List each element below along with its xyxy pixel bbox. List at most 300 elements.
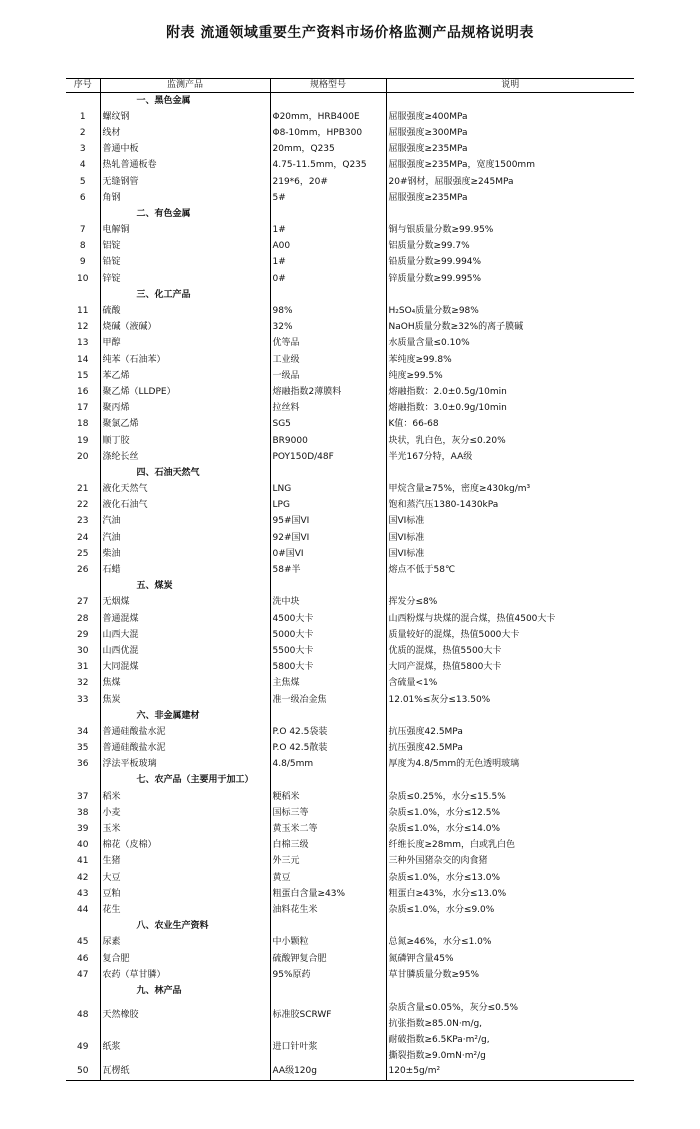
table-row	[66, 336, 634, 352]
table-row	[66, 125, 634, 141]
row-desc: 屈服强度≥300MPa	[386, 125, 634, 141]
row-product: 液化石油气	[100, 498, 270, 514]
row-desc: 12.01%≤灰分≤13.50%	[386, 692, 634, 708]
row-no: 43	[77, 888, 89, 899]
row-spec	[270, 93, 386, 110]
page-title: 附表 流通领域重要生产资料市场价格监测产品规格说明表	[166, 25, 534, 41]
row-desc: 熔点不低于58℃	[386, 562, 634, 578]
row-spec: P.O 42.5散装	[270, 741, 386, 757]
row-product: 线材	[100, 125, 270, 141]
row-no	[66, 708, 100, 724]
row-product: 复合肥	[100, 951, 270, 967]
table-row	[66, 805, 634, 821]
row-product: 小麦	[100, 805, 270, 821]
row-desc	[386, 206, 634, 222]
row-spec: 洗中块	[270, 595, 386, 611]
row-product: 锌锭	[100, 271, 270, 287]
row-product: 铝锭	[100, 239, 270, 255]
row-spec: LNG	[270, 482, 386, 498]
row-product: 豆粕	[100, 886, 270, 902]
row-spec: 中小颗粒	[270, 935, 386, 951]
table-row	[66, 482, 634, 498]
table-row	[66, 595, 634, 611]
row-no: 5	[79, 176, 86, 187]
row-no: 26	[77, 565, 89, 576]
table-row	[66, 368, 634, 384]
header-product: 监测产品	[100, 79, 270, 93]
row-no: 19	[77, 435, 89, 446]
table-row	[66, 643, 634, 659]
row-product: 尿素	[100, 935, 270, 951]
row-spec: P.O 42.5袋装	[270, 724, 386, 740]
row-desc: 含硫量<1%	[386, 676, 634, 692]
row-spec: 优等品	[270, 336, 386, 352]
row-no: 9	[79, 257, 86, 268]
table-row	[66, 303, 634, 319]
row-no: 16	[77, 386, 89, 397]
row-desc: 杂质≤1.0%，水分≤14.0%	[386, 821, 634, 837]
row-desc: 熔融指数：3.0±0.9g/10min	[386, 401, 634, 417]
row-product: 焦炭	[100, 692, 270, 708]
row-spec: 95#国VI	[270, 514, 386, 530]
row-desc: 国VI标准	[386, 514, 634, 530]
row-desc	[386, 93, 634, 110]
row-desc: 铜与银质量分数≥99.95%	[386, 223, 634, 239]
row-no	[66, 206, 100, 222]
table-row	[66, 546, 634, 562]
row-spec: 外三元	[270, 854, 386, 870]
row-desc	[386, 465, 634, 481]
table-row	[66, 611, 634, 627]
row-no: 45	[77, 937, 89, 948]
table-body	[66, 93, 634, 1081]
row-no: 27	[77, 597, 89, 608]
row-spec: AA级120g	[270, 1064, 386, 1081]
category-name: 二、有色金属	[100, 206, 270, 222]
row-no: 13	[77, 338, 89, 349]
category-name: 五、煤炭	[100, 579, 270, 595]
table-row	[66, 271, 634, 287]
table-row	[66, 838, 634, 854]
row-product: 稻米	[100, 789, 270, 805]
row-spec: 主焦煤	[270, 676, 386, 692]
row-spec: 0#	[270, 271, 386, 287]
category-name: 六、非金属建材	[100, 708, 270, 724]
row-desc: NaOH质量分数≥32%的离子膜碱	[386, 320, 634, 336]
row-desc: 国VI标准	[386, 546, 634, 562]
table-row	[66, 562, 634, 578]
row-no: 39	[77, 824, 89, 835]
row-no	[66, 287, 100, 303]
row-desc: 纤维长度≥28mm，白或乳白色	[386, 838, 634, 854]
row-spec: Φ8-10mm，HPB300	[270, 125, 386, 141]
row-product: 顺丁胶	[100, 433, 270, 449]
row-product: 涤纶长丝	[100, 449, 270, 465]
table-row	[66, 741, 634, 757]
row-product: 天然橡胶	[100, 1000, 270, 1032]
row-desc	[386, 919, 634, 935]
row-desc	[386, 773, 634, 789]
row-spec	[270, 708, 386, 724]
row-spec: 拉丝料	[270, 401, 386, 417]
row-desc: 苯纯度≥99.8%	[386, 352, 634, 368]
category-row	[66, 708, 634, 724]
row-no: 23	[77, 516, 89, 527]
row-spec: 4.8/5mm	[270, 757, 386, 773]
table-row	[66, 384, 634, 400]
row-desc: 抗压强度42.5MPa	[386, 741, 634, 757]
table-row	[66, 530, 634, 546]
table-row	[66, 902, 634, 918]
row-desc	[386, 1032, 634, 1064]
row-no: 17	[77, 403, 89, 414]
row-spec: A00	[270, 239, 386, 255]
table-row	[66, 821, 634, 837]
row-desc: 屈服强度≥235MPa	[386, 190, 634, 206]
row-product: 液化天然气	[100, 482, 270, 498]
table-row	[66, 676, 634, 692]
table-row	[66, 255, 634, 271]
row-desc: 杂质≤1.0%，水分≤12.5%	[386, 805, 634, 821]
row-spec: BR9000	[270, 433, 386, 449]
row-spec: 粗蛋白含量≥43%	[270, 886, 386, 902]
category-row	[66, 983, 634, 999]
row-no	[66, 465, 100, 481]
row-no: 49	[77, 1042, 89, 1052]
row-no: 4	[79, 160, 86, 171]
row-desc: K值：66-68	[386, 417, 634, 433]
category-row	[66, 919, 634, 935]
row-spec	[270, 983, 386, 999]
row-product: 大同混煤	[100, 660, 270, 676]
row-desc: 块状，乳白色，灰分≤0.20%	[386, 433, 634, 449]
row-spec: 98%	[270, 303, 386, 319]
row-spec	[270, 919, 386, 935]
row-spec: 标准胶SCRWF	[270, 1000, 386, 1032]
table-row	[66, 854, 634, 870]
row-spec: POY150D/48F	[270, 449, 386, 465]
row-spec: 92#国VI	[270, 530, 386, 546]
row-spec: 黄豆	[270, 870, 386, 886]
row-desc: 铝质量分数≥99.7%	[386, 239, 634, 255]
row-product: 浮法平板玻璃	[100, 757, 270, 773]
table-row	[66, 401, 634, 417]
row-desc: 杂质≤0.25%，水分≤15.5%	[386, 789, 634, 805]
table-row	[66, 789, 634, 805]
row-desc: 杂质≤1.0%，水分≤13.0%	[386, 870, 634, 886]
table-row	[66, 870, 634, 886]
row-product: 石蜡	[100, 562, 270, 578]
row-no: 30	[77, 645, 89, 656]
row-product: 瓦楞纸	[100, 1064, 270, 1081]
row-spec: 工业级	[270, 352, 386, 368]
row-no	[66, 93, 100, 110]
row-desc: 国VI标准	[386, 530, 634, 546]
row-desc	[386, 1000, 634, 1032]
row-product: 普通中板	[100, 142, 270, 158]
table-row	[66, 498, 634, 514]
category-name: 九、林产品	[100, 983, 270, 999]
row-no: 47	[77, 969, 89, 980]
row-spec: 硫酸钾复合肥	[270, 951, 386, 967]
row-no: 50	[66, 1064, 100, 1081]
row-product: 玉米	[100, 821, 270, 837]
row-no: 37	[77, 791, 89, 802]
table-row	[66, 433, 634, 449]
row-desc	[386, 579, 634, 595]
row-desc: 氮磷钾含量45%	[386, 951, 634, 967]
row-desc: 优质的混煤，热值5500大卡	[386, 643, 634, 659]
row-product: 普通混煤	[100, 611, 270, 627]
row-no: 8	[79, 241, 86, 252]
row-desc	[386, 287, 634, 303]
table-row	[66, 320, 634, 336]
row-no: 20	[77, 451, 89, 462]
row-no: 41	[77, 856, 89, 867]
row-no: 40	[77, 840, 89, 851]
row-no: 11	[77, 306, 89, 317]
row-product: 铅锭	[100, 255, 270, 271]
row-no: 12	[77, 322, 89, 333]
table-row	[66, 724, 634, 740]
row-product: 山西优混	[100, 643, 270, 659]
row-no: 1	[79, 111, 86, 122]
row-desc: 饱和蒸汽压1380-1430kPa	[386, 498, 634, 514]
row-no: 44	[77, 904, 89, 915]
row-product: 生猪	[100, 854, 270, 870]
row-desc: 总氮≥46%，水分≤1.0%	[386, 935, 634, 951]
row-desc: 山西粉煤与块煤的混合煤，热值4500大卡	[386, 611, 634, 627]
row-spec: 准一级冶金焦	[270, 692, 386, 708]
row-product: 纯苯（石油苯）	[100, 352, 270, 368]
row-product: 棉花（皮棉）	[100, 838, 270, 854]
table-header-row	[66, 79, 634, 93]
row-product: 普通硅酸盐水泥	[100, 741, 270, 757]
row-desc	[386, 983, 634, 999]
row-product: 无缝钢管	[100, 174, 270, 190]
table-row	[66, 660, 634, 676]
row-spec: 油料花生米	[270, 902, 386, 918]
row-desc: 120±5g/m²	[386, 1064, 634, 1081]
row-desc: 三种外国猪杂交的肉食猪	[386, 854, 634, 870]
category-row	[66, 465, 634, 481]
table-row	[66, 158, 634, 174]
category-name: 八、农业生产资料	[100, 919, 270, 935]
table-row	[66, 417, 634, 433]
row-product: 聚乙烯（LLDPE）	[100, 384, 270, 400]
row-product: 角钢	[100, 190, 270, 206]
row-spec	[270, 773, 386, 789]
category-name: 四、石油天然气	[100, 465, 270, 481]
row-product: 热轧普通板卷	[100, 158, 270, 174]
row-spec	[270, 206, 386, 222]
table-row	[66, 190, 634, 206]
row-desc: 杂质≤1.0%，水分≤9.0%	[386, 902, 634, 918]
row-no: 28	[77, 613, 89, 624]
row-desc: 熔融指数：2.0±0.5g/10min	[386, 384, 634, 400]
row-product: 聚丙烯	[100, 401, 270, 417]
table-row	[66, 627, 634, 643]
row-product: 无烟煤	[100, 595, 270, 611]
table-row	[66, 352, 634, 368]
row-spec: 白棉三级	[270, 838, 386, 854]
row-spec: 进口针叶浆	[270, 1032, 386, 1064]
row-spec: 58#半	[270, 562, 386, 578]
row-product: 螺纹钢	[100, 109, 270, 125]
table-row	[66, 1064, 634, 1081]
desc-line-1: 杂质含量≤0.05%，灰分≤0.5%	[388, 1002, 519, 1013]
row-desc: 铅质量分数≥99.994%	[386, 255, 634, 271]
row-spec: 95%原药	[270, 967, 386, 983]
table-row	[66, 757, 634, 773]
header-desc: 说明	[386, 79, 634, 93]
table-row	[66, 1032, 634, 1064]
row-no: 2	[79, 127, 86, 138]
desc-line-1: 耐破指数≥6.5KPa·m²/g,	[388, 1034, 490, 1045]
row-product: 电解铜	[100, 223, 270, 239]
category-name: 三、化工产品	[100, 287, 270, 303]
table-row	[66, 951, 634, 967]
row-product: 花生	[100, 902, 270, 918]
row-spec: 5800大卡	[270, 660, 386, 676]
row-no: 48	[77, 1010, 89, 1020]
row-desc: 水质量含量≤0.10%	[386, 336, 634, 352]
table-row	[66, 935, 634, 951]
row-desc: 草甘膦质量分数≥95%	[386, 967, 634, 983]
row-no: 10	[77, 273, 89, 284]
category-row	[66, 287, 634, 303]
row-no: 34	[77, 726, 89, 737]
row-product: 硫酸	[100, 303, 270, 319]
row-desc: 半光167分特，AA级	[386, 449, 634, 465]
row-spec: 粳稻米	[270, 789, 386, 805]
table-row	[66, 174, 634, 190]
row-no: 36	[77, 759, 89, 770]
category-row	[66, 206, 634, 222]
row-no: 25	[77, 548, 89, 559]
row-desc: 屈服强度≥400MPa	[386, 109, 634, 125]
row-spec: 32%	[270, 320, 386, 336]
row-desc: 纯度≥99.5%	[386, 368, 634, 384]
row-product: 苯乙烯	[100, 368, 270, 384]
table-row	[66, 109, 634, 125]
row-no: 31	[77, 662, 89, 673]
row-no: 3	[79, 144, 86, 155]
row-desc: 20#钢材，屈服强度≥245MPa	[386, 174, 634, 190]
row-spec: 4500大卡	[270, 611, 386, 627]
table-row	[66, 886, 634, 902]
row-spec: Φ20mm，HRB400E	[270, 109, 386, 125]
row-desc: 屈服强度≥235MPa	[386, 142, 634, 158]
row-no: 7	[79, 225, 86, 236]
table-row	[66, 449, 634, 465]
table-row	[66, 142, 634, 158]
row-desc: 屈服强度≥235MPa，宽度1500mm	[386, 158, 634, 174]
row-desc: 抗压强度42.5MPa	[386, 724, 634, 740]
table-row	[66, 967, 634, 983]
row-desc: 大同产混煤，热值5800大卡	[386, 660, 634, 676]
row-spec	[270, 579, 386, 595]
row-product: 汽油	[100, 530, 270, 546]
row-spec: 5500大卡	[270, 643, 386, 659]
spec-table	[66, 78, 634, 1081]
row-no: 24	[77, 532, 89, 543]
row-no: 42	[77, 872, 89, 883]
row-product: 聚氯乙烯	[100, 417, 270, 433]
row-desc: 挥发分≤8%	[386, 595, 634, 611]
row-no: 29	[77, 629, 89, 640]
row-product: 农药（草甘膦）	[100, 967, 270, 983]
row-spec: SG5	[270, 417, 386, 433]
row-product: 普通硅酸盐水泥	[100, 724, 270, 740]
row-spec: 5000大卡	[270, 627, 386, 643]
category-name: 七、农产品（主要用于加工）	[100, 773, 270, 789]
row-desc	[386, 708, 634, 724]
row-desc: 厚度为4.8/5mm的无色透明玻璃	[386, 757, 634, 773]
row-no	[66, 579, 100, 595]
row-no: 38	[77, 807, 89, 818]
category-row	[66, 579, 634, 595]
row-spec: 5#	[270, 190, 386, 206]
row-spec	[270, 465, 386, 481]
desc-line-2: 抗张指数≥85.0N·m/g,	[388, 1018, 483, 1029]
row-no: 14	[77, 354, 89, 365]
row-spec: 4.75-11.5mm，Q235	[270, 158, 386, 174]
row-desc: H₂SO₄质量分数≥98%	[386, 303, 634, 319]
row-spec: 20mm，Q235	[270, 142, 386, 158]
table-row	[66, 692, 634, 708]
row-product: 汽油	[100, 514, 270, 530]
row-product: 烧碱（液碱）	[100, 320, 270, 336]
row-no: 18	[77, 419, 89, 430]
row-spec: 0#国VI	[270, 546, 386, 562]
row-no	[66, 919, 100, 935]
category-row	[66, 93, 634, 110]
row-no: 46	[77, 953, 89, 964]
row-spec: 219*6，20#	[270, 174, 386, 190]
row-desc: 粗蛋白≥43%，水分≤13.0%	[386, 886, 634, 902]
row-no	[66, 773, 100, 789]
row-spec: 国标三等	[270, 805, 386, 821]
header-no: 序号	[66, 79, 100, 93]
table-row	[66, 239, 634, 255]
row-desc: 甲烷含量≥75%，密度≥430kg/m³	[386, 482, 634, 498]
row-no: 33	[77, 694, 89, 705]
row-spec: 1#	[270, 255, 386, 271]
row-spec: 1#	[270, 223, 386, 239]
row-no: 15	[77, 370, 89, 381]
row-spec: 黄玉米二等	[270, 821, 386, 837]
desc-line-2: 撕裂指数≥9.0mN·m²/g	[388, 1050, 486, 1061]
row-desc: 锌质量分数≥99.995%	[386, 271, 634, 287]
table-row	[66, 1000, 634, 1032]
row-spec	[270, 287, 386, 303]
row-spec: 一级品	[270, 368, 386, 384]
category-row	[66, 773, 634, 789]
row-product: 大豆	[100, 870, 270, 886]
header-spec: 规格型号	[270, 79, 386, 93]
row-product: 焦煤	[100, 676, 270, 692]
row-no: 6	[79, 192, 86, 203]
row-no: 32	[77, 678, 89, 689]
row-product: 甲醇	[100, 336, 270, 352]
row-spec: LPG	[270, 498, 386, 514]
row-no	[66, 983, 100, 999]
category-name: 一、黑色金属	[100, 93, 270, 110]
row-no: 35	[77, 743, 89, 754]
row-spec: 熔融指数2薄膜料	[270, 384, 386, 400]
table-row	[66, 223, 634, 239]
